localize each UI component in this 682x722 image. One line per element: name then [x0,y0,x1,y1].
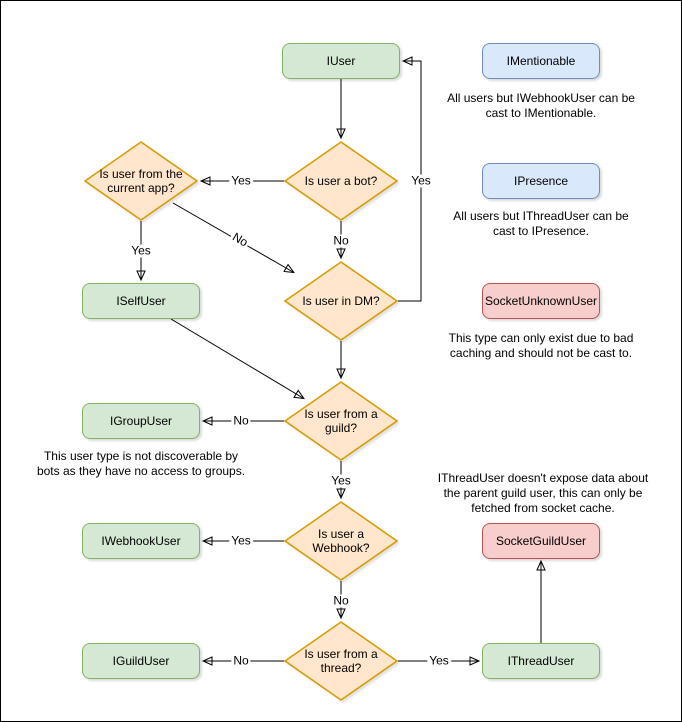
decision-is-webhook-label: Is user a Webhook? [312,527,370,555]
decision-is-thread [284,621,398,701]
node-imentionable [482,43,600,79]
caption-thread-user: IThreadUser doesn't expose data about the parent guild user, this can only be fetched from socket cache. [437,471,649,515]
decision-current-app-label: Is user from the current app? [99,167,183,195]
decision-is-bot [284,141,398,221]
node-igroupuser-label: IGroupUser [109,414,173,428]
decision-is-guild [284,381,398,461]
caption-unknown-user: This type can only exist due to bad caching and should not be cast to. [448,331,634,360]
edge-label-thread-no: No [233,653,249,668]
decision-is-dm-label: Is user in DM? [302,294,380,308]
decision-is-dm [284,261,398,341]
decision-is-webhook [284,501,398,581]
node-socketguilduser-label: SocketGuildUser [495,534,587,548]
decision-is-bot-label: Is user a bot? [304,174,378,188]
edge-label-bot-no: No [333,233,349,248]
edge-label-currentapp-yes: Yes [131,243,151,258]
node-ithreaduser-label: IThreadUser [507,654,575,668]
node-iguilduser [82,643,200,679]
edge-label-dm-yes: Yes [411,173,431,188]
node-ipresence-label: IPresence [513,174,569,188]
node-iguilduser-label: IGuildUser [112,654,170,668]
node-iselfuser-label: ISelfUser [116,294,166,308]
edge-label-currentapp-no: No [230,229,251,250]
caption-group-user: This user type is not discoverable by bots as they have no access to groups. [36,449,246,478]
node-iselfuser [82,283,200,319]
edge-label-guild-no: No [233,413,249,428]
node-iuser [282,43,400,79]
edge-label-webhook-no: No [333,593,349,608]
caption-presence: All users but IThreadUser can be cast to IPresence. [453,209,629,238]
decision-is-guild-label: Is user from a guild? [304,407,378,435]
node-imentionable-label: IMentionable [506,54,576,68]
edge-label-bot-yes: Yes [231,173,251,188]
node-socketunknownuser [482,283,600,319]
node-iwebhookuser-label: IWebhookUser [101,534,181,548]
node-iuser-label: IUser [326,54,356,68]
node-ipresence [482,163,600,199]
node-iwebhookuser [82,523,200,559]
edge-label-webhook-yes: Yes [231,533,251,548]
decision-current-app [84,141,198,221]
edge-label-thread-yes: Yes [429,653,449,668]
node-socketunknownuser-label: SocketUnknownUser [484,294,598,308]
node-igroupuser [82,403,200,439]
node-socketguilduser [482,523,600,559]
edge-label-guild-yes: Yes [331,473,351,488]
caption-mentionable: All users but IWebhookUser can be cast to IMentionable. [447,91,635,120]
decision-is-thread-label: Is user from a thread? [304,647,378,675]
node-ithreaduser [482,643,600,679]
